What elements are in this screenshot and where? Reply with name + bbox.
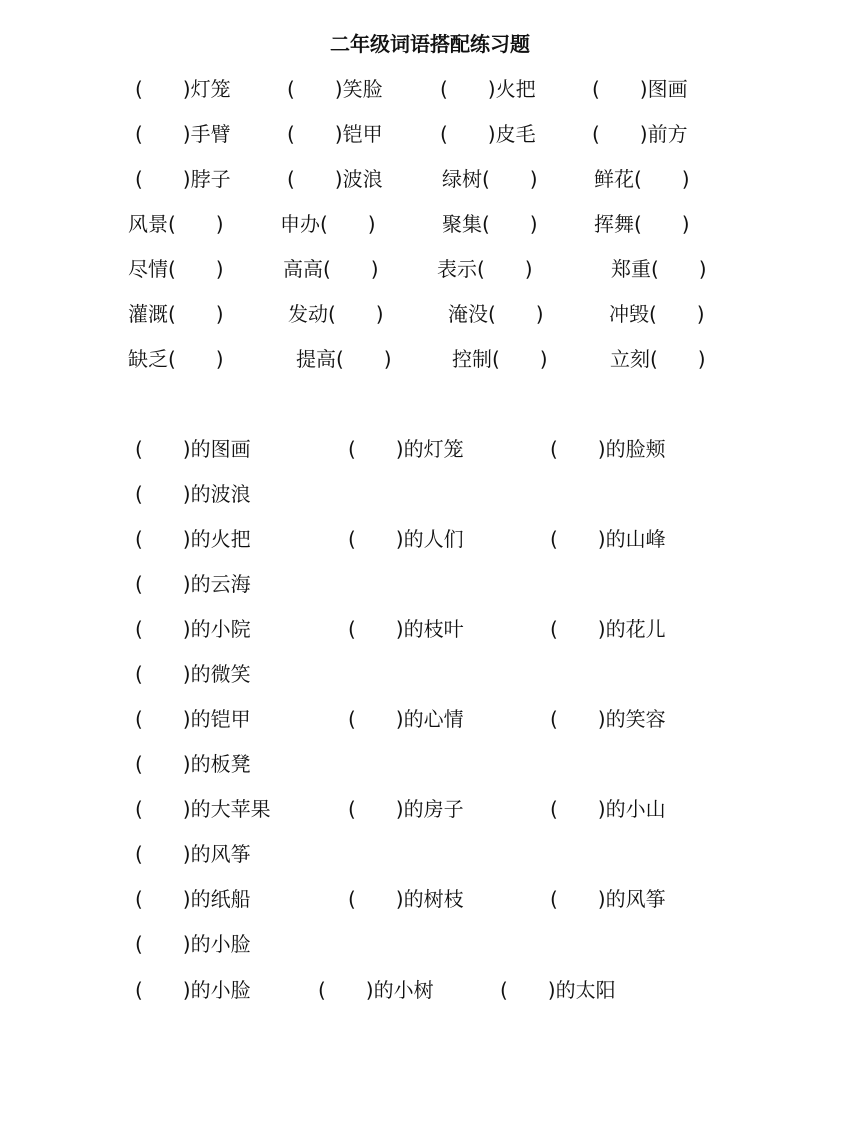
exercise-item: ( )的花儿: [550, 617, 666, 641]
exercise-item: 表示( ): [437, 257, 533, 281]
exercise-row: [0, 119, 860, 149]
exercise-item: ( )笑脸: [287, 77, 383, 101]
exercise-row: [0, 704, 860, 734]
exercise-row: [0, 434, 860, 464]
exercise-row: [0, 74, 860, 104]
exercise-item: ( )的火把: [135, 527, 251, 551]
exercise-item: ( )的波浪: [135, 482, 251, 506]
exercise-item: ( )手臂: [135, 122, 231, 146]
exercise-row: [0, 209, 860, 239]
exercise-item: ( )的心情: [348, 707, 464, 731]
exercise-row: [0, 344, 860, 374]
exercise-row: [0, 254, 860, 284]
exercise-item: ( )的脸颊: [550, 437, 666, 461]
exercise-item: ( )的枝叶: [348, 617, 464, 641]
exercise-item: 挥舞( ): [594, 212, 690, 236]
exercise-item: ( )灯笼: [135, 77, 231, 101]
exercise-item: ( )的风筝: [550, 887, 666, 911]
exercise-item: ( )的风筝: [135, 842, 251, 866]
exercise-item: 冲毁( ): [609, 302, 705, 326]
exercise-item: ( )的小树: [318, 978, 434, 1002]
exercise-item: ( )铠甲: [287, 122, 383, 146]
exercise-item: ( )的人们: [348, 527, 464, 551]
exercise-item: ( )的小脸: [135, 932, 251, 956]
exercise-item: 发动( ): [288, 302, 384, 326]
exercise-row: [0, 839, 860, 869]
exercise-item: ( )皮毛: [440, 122, 536, 146]
exercise-item: ( )波浪: [287, 167, 383, 191]
exercise-item: ( )前方: [592, 122, 688, 146]
page-title: 二年级词语搭配练习题: [330, 32, 530, 56]
exercise-row: [0, 614, 860, 644]
exercise-item: ( )脖子: [135, 167, 231, 191]
exercise-item: ( )的大苹果: [135, 797, 271, 821]
exercise-item: 缺乏( ): [128, 347, 224, 371]
exercise-item: 淹没( ): [448, 302, 544, 326]
exercise-row: [0, 479, 860, 509]
exercise-item: 聚集( ): [442, 212, 538, 236]
exercise-row: [0, 569, 860, 599]
exercise-row: [0, 164, 860, 194]
exercise-item: 鲜花( ): [594, 167, 690, 191]
exercise-item: 提高( ): [296, 347, 392, 371]
exercise-item: ( )图画: [592, 77, 688, 101]
exercise-item: 灌溉( ): [128, 302, 224, 326]
exercise-row: [0, 749, 860, 779]
exercise-item: ( )的树枝: [348, 887, 464, 911]
exercise-item: ( )的灯笼: [348, 437, 464, 461]
exercise-item: ( )的云海: [135, 572, 251, 596]
exercise-row: [0, 524, 860, 554]
exercise-item: ( )的太阳: [500, 978, 616, 1002]
exercise-item: 控制( ): [452, 347, 548, 371]
exercise-item: ( )的铠甲: [135, 707, 251, 731]
exercise-row: [0, 659, 860, 689]
exercise-item: ( )的板凳: [135, 752, 251, 776]
exercise-item: 立刻( ): [610, 347, 706, 371]
exercise-item: ( )的小山: [550, 797, 666, 821]
exercise-item: 高高( ): [283, 257, 379, 281]
exercise-item: ( )火把: [440, 77, 536, 101]
exercise-item: ( )的房子: [348, 797, 464, 821]
exercise-item: ( )的笑容: [550, 707, 666, 731]
exercise-item: ( )的小脸: [135, 978, 251, 1002]
exercise-row: [0, 884, 860, 914]
exercise-row: [0, 975, 860, 1005]
exercise-item: 申办( ): [280, 212, 376, 236]
exercise-item: ( )的小院: [135, 617, 251, 641]
exercise-item: ( )的图画: [135, 437, 251, 461]
exercise-item: ( )的纸船: [135, 887, 251, 911]
exercise-item: 风景( ): [128, 212, 224, 236]
exercise-item: 尽情( ): [128, 257, 224, 281]
exercise-row: [0, 794, 860, 824]
exercise-item: ( )的微笑: [135, 662, 251, 686]
exercise-item: 郑重( ): [611, 257, 707, 281]
exercise-item: ( )的山峰: [550, 527, 666, 551]
exercise-item: 绿树( ): [442, 167, 538, 191]
exercise-row: [0, 299, 860, 329]
exercise-row: [0, 929, 860, 959]
